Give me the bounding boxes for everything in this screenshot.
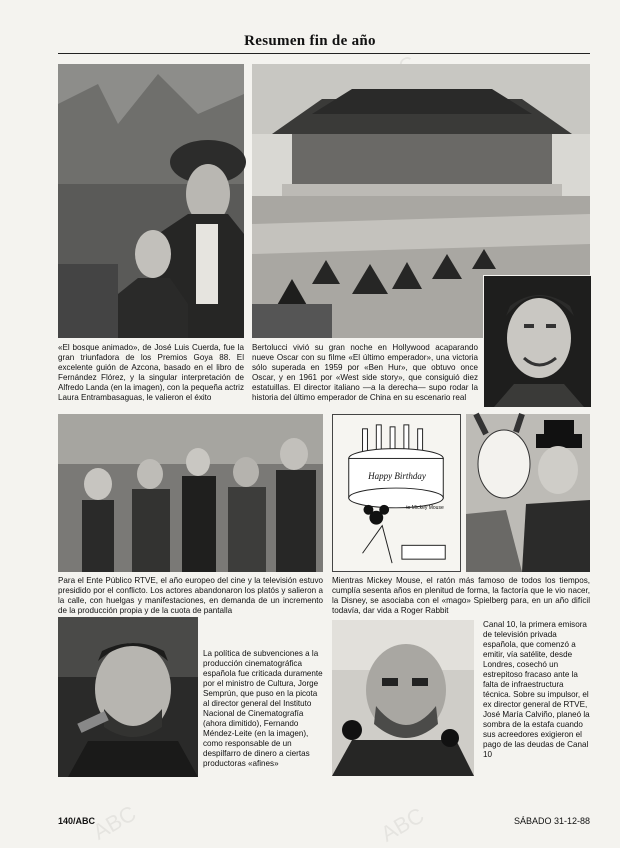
cake-birthday-text: Happy Birthday (368, 471, 426, 481)
photo-protesta-rtve (58, 414, 323, 572)
caption-canal-10: Canal 10, la primera emisora de televisión privada española, que comenzó a emitir, vía satélite, desde Londres, cosechó un estrepitoso fracaso ante la falta de infraestructura técnica. Sobre su impulsor, el ex director general de RTVE, José María Calviño, planeó la sombra de la estafa cuando sus acreedores exigieron el pago de las deudas de Canal 10 (483, 620, 590, 759)
caption-bosque-animado: «El bosque animado», de José Luis Cuerda, fue la gran triunfadora de los Premios Goya 88. El excelente guión de Azcona, basado en el libro de Fernández Flórez, y la singular interpretación de Alfredo Landa (en la imagen), con la pequeña actriz Laura Entrambasaguas, le valieron el éxito (58, 343, 244, 402)
page-number: 140/ABC (58, 816, 96, 826)
illustration-mickey-cake (332, 414, 461, 572)
cake-plaque-text: to Mickey Mouse (406, 505, 444, 511)
caption-mickey: Mientras Mickey Mouse, el ratón más famoso de todos los tiempos, cumplía sesenta años en plenitud de forma, la factoría que le vio nacer, la Disney, se asociaba con el «mago» Spielberg para, en un año difícil todavía, dar vida a Roger Rabbit (332, 576, 590, 615)
caption-rtve: Para el Ente Público RTVE, el año europeo del cine y la televisión estuvo presidido por el conflicto. Los actores abandonaron los platós y salieron a la calle, con huelgas y manifestaciones, en demanda de un incremento de la producción propia y de la cuota de pantalla (58, 576, 323, 615)
photo-bosque-animado (58, 64, 244, 338)
header-rule (58, 53, 590, 54)
issue-date: SÁBADO 31-12-88 (513, 816, 590, 826)
photo-mendez-leite (58, 617, 198, 777)
watermark: ABC (376, 802, 429, 847)
watermark: ABC (88, 800, 141, 845)
caption-subvenciones: La política de subvenciones a la producción cinematográfica española fue criticada duramente por el ministro de Cultura, Jorge Semprún, que puso en la picota al director general del Instituto Nacional de Cinematografía (ahora dimitido), Fernando Méndez-Leite (en la imagen), como responsable de un despilfarro de dinero a ciertas productoras «afines» (203, 649, 323, 768)
photo-bertolucci (483, 275, 592, 408)
section-title: Resumen fin de año (244, 33, 376, 49)
photo-calvino (332, 620, 474, 776)
caption-bertolucci: Bertolucci vivió su gran noche en Hollywood acaparando nueve Oscar con su filme «El último emperador», una victoria sólo superada en 1959 por «Ben Hur», que obtuvo once Oscar, y en 1961 por «West side story», que consiguió diez estatuillas. El director italiano —a la derecha— supo rodar la historia del último emperador de China en su escenario real (252, 343, 478, 402)
photo-roger-rabbit (466, 414, 590, 572)
